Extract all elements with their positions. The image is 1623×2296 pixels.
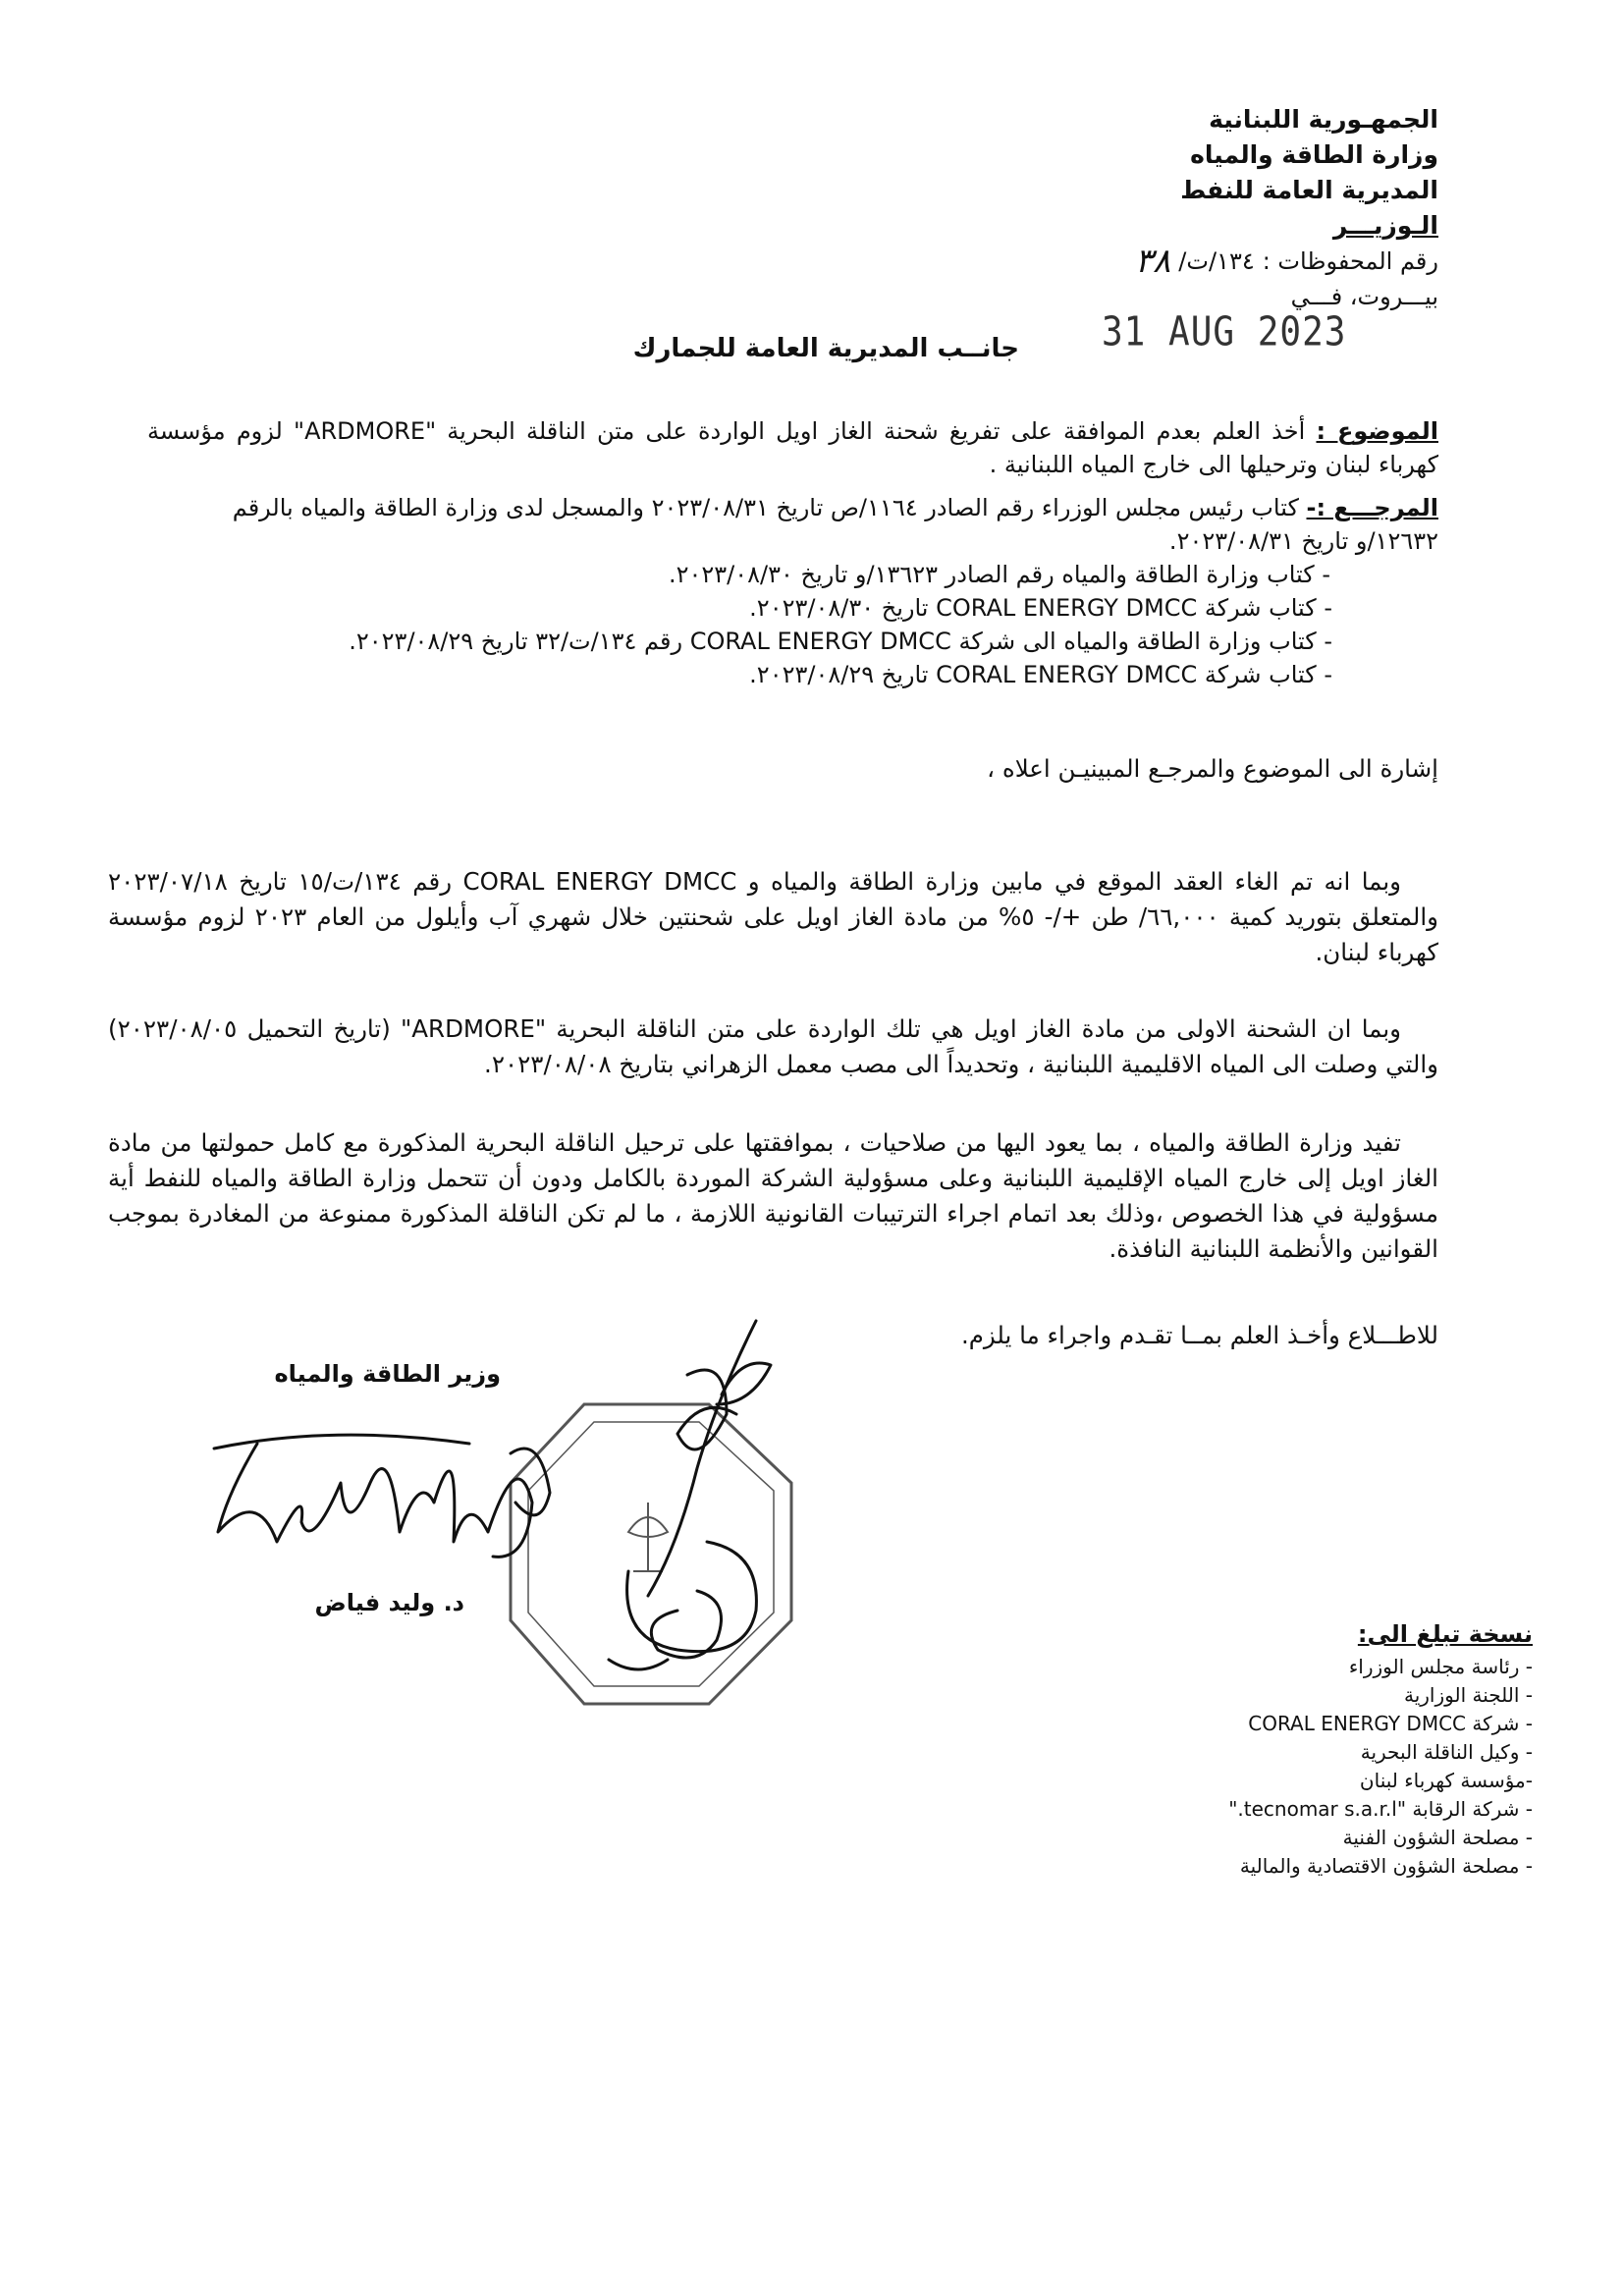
date-stamp: 31 AUG 2023 [1102,308,1347,356]
addressee: جانــب المديرية العامة للجمارك [632,334,1019,363]
archive-label: رقم المحفوظات : [1262,247,1438,275]
subject-label: الموضوع : [1316,417,1438,445]
subject-text: أخذ العلم بعدم الموافقة على تفريغ شحنة الغاز اويل الواردة على متن الناقلة البحرية "ARDMORE" لزوم مؤسسة كهرباء لبنان وترحيلها الى خارج المياه اللبنانية . [147,417,1438,478]
signatory-name: د. وليد فياض [314,1589,464,1616]
body-paragraph: تفيد وزارة الطاقة والمياه ، بما يعود اليها من صلاحيات ، بموافقتها على ترحيل الناقلة البحرية المذكورة مع كامل حمولتها من مادة الغاز اويل إلى خارج المياه الإقليمية اللبنانية وعلى مسؤولية الشركة الموردة بالكامل ودون أن تتحمل وزارة الطاقة والمياه للنفط أية مسؤولية في هذا الخصوص ،وذلك بعد اتمام اجراء الترتيبات القانونية اللازمة ، ما لم تكن الناقلة المذكورة ممنوعة من المغادرة بموجب القوانين والأنظمة اللبنانية النافذة. [108,1128,1438,1263]
reference-item: - كتاب شركة CORAL ENERGY DMCC تاريخ ٢٠٢٣/٠٨/٣٠. [749,594,1332,622]
reference-item: كتاب رئيس مجلس الوزراء رقم الصادر ١١٦٤/ص تاريخ ٢٠٢٣/٠٨/٣١ والمسجل لدى وزارة الطاقة والمياه بالرقم [232,494,1299,521]
body-paragraph: وبما ان الشحنة الاولى من مادة الغاز اويل هي تلك الواردة على متن الناقلة البحرية "ARDMORE" (تاريخ التحميل ٢٠٢٣/٠٨/٠٥) والتي وصلت الى المياه الاقليمية اللبنانية ، وتحديداً الى مصب معمل الزهراني بتاريخ ٢٠٢٣/٠٨/٠٨. [108,1014,1438,1078]
reference-item: - كتاب شركة CORAL ENERGY DMCC تاريخ ٢٠٢٣/٠٨/٢٩. [749,661,1332,688]
reference-item: ١٢٦٣٢/و تاريخ ٢٠٢٣/٠٨/٣١. [1168,527,1438,555]
cc-item: - شركة CORAL ENERGY DMCC [1248,1712,1533,1735]
cc-item: - رئاسة مجلس الوزراء [1348,1655,1533,1678]
archive-number: ١٣٤/ت/ [1178,247,1255,275]
cc-item: - مصلحة الشؤون الاقتصادية والمالية [1239,1854,1533,1878]
cc-item: - وكيل الناقلة البحرية [1360,1740,1533,1764]
directorate-name: المديرية العامة للنفط [1180,176,1438,204]
reference-label: المرجـــع :- [1306,494,1438,521]
reference-item: - كتاب وزارة الطاقة والمياه الى شركة CORAL ENERGY DMCC رقم ١٣٤/ت/٣٢ تاريخ ٢٠٢٣/٠٨/٢٩. [349,628,1332,655]
reference-item: - كتاب وزارة الطاقة والمياه رقم الصادر ١٣٦٢٣/و تاريخ ٢٠٢٣/٠٨/٣٠. [668,561,1330,588]
cc-heading: نسخة تبلغ الى: [1357,1620,1533,1648]
second-signature [609,1321,771,1669]
signatory-title: وزير الطاقة والمياه [274,1360,501,1388]
intro-line: إشارة الى الموضوع والمرجـع المبينيـن اعلاه ، [987,754,1438,783]
ministry-name: وزارة الطاقة والمياه [1190,140,1438,169]
republic-name: الجمهـورية اللبنانية [1209,105,1438,134]
body-paragraph: وبما انه تم الغاء العقد الموقع في مابين وزارة الطاقة والمياه و CORAL ENERGY DMCC رقم ١٣٤/ت/١٥ تاريخ ٢٠٢٣/٠٧/١٨ والمتعلق بتوريد كمية ٦٦,٠٠٠/ طن +/- ٥% من مادة الغاز اويل على شحنتين خلال شهري آب وأيلول من العام ٢٠٢٣ لزوم مؤسسة كهرباء لبنان. [108,867,1439,966]
office-name: الـوزيـــر [1332,211,1438,240]
place-date-label: بيـــروت، فـــي [1290,283,1438,310]
ministry-seal [511,1404,791,1704]
cc-item: - اللجنة الوزارية [1403,1683,1533,1707]
closing-line: للاطـــلاع وأخـذ العلم بمــا تقـدم واجراء ما يلزم. [960,1321,1438,1349]
cc-item: -مؤسسة كهرباء لبنان [1359,1769,1533,1792]
cc-item: - شركة الرقابة "tecnomar s.a.r.l." [1228,1797,1533,1821]
minister-signature [214,1435,550,1557]
archive-handwritten-number: ٣٨ [1134,242,1171,281]
cc-list [1228,1620,1533,1881]
cc-item: - مصلحة الشؤون الفنية [1342,1826,1533,1849]
